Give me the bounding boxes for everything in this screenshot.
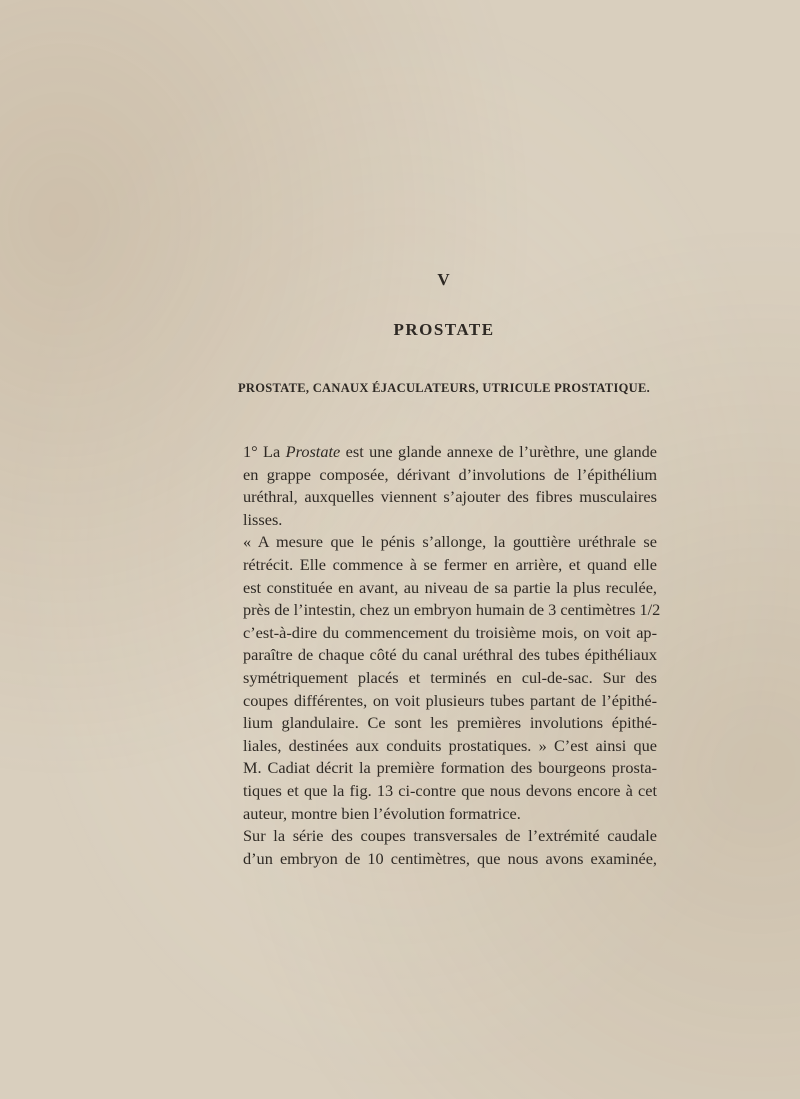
text-line: est constituée en avant, au niveau de sa partie la plus reculée, (243, 577, 657, 597)
text-line: lisses. (243, 509, 283, 529)
text-line: en grappe composée, dérivant d’involutions de l’épithélium (243, 464, 657, 484)
text-line: lium glandulaire. Ce sont les premières involutions épithé- (243, 713, 657, 733)
text-line: « A mesure que le pénis s’allonge, la gouttière uréthrale se (243, 532, 657, 552)
chapter-title: PROSTATE (393, 320, 495, 339)
text-line: symétriquement placés et terminés en cul-de-sac. Sur des (243, 667, 657, 687)
body-text (229, 441, 661, 870)
text-line: c’est-à-dire du commencement du troisième mois, on voit ap- (243, 622, 657, 642)
paragraph-3 (229, 825, 657, 870)
text-line: liales, destinées aux conduits prostatiques. » C’est ainsi que (243, 735, 657, 755)
text-line: M. Cadiat décrit la première formation des bourgeons prosta- (243, 758, 657, 778)
text-line: tiques et que la fig. 13 ci-contre que nous devons encore à cet (243, 780, 657, 800)
text-line: 1° La Prostate est une glande annexe de l’urèthre, une glande (243, 442, 658, 461)
text-line: auteur, montre bien l’évolution formatrice. (243, 803, 521, 823)
chapter-number: V (437, 270, 451, 289)
text-line: près de l’intestin, chez un embryon humain de 3 centimètres 1/2 (243, 600, 661, 620)
emphasis-prostate: Prostate (285, 442, 341, 461)
text-line: uréthral, auxquelles viennent s’ajouter des fibres musculaires (243, 487, 657, 507)
text-line: paraître de chaque côté du canal uréthral des tubes épithéliaux (243, 645, 657, 665)
text-line: d’un embryon de 10 centimètres, que nous avons examinée, (243, 848, 657, 868)
text-line: Sur la série des coupes transversales de l’extrémité caudale (243, 826, 657, 846)
paragraph-2 (229, 531, 661, 825)
text-line: rétrécit. Elle commence à se fermer en arrière, et quand elle (243, 554, 657, 574)
chapter-subtitle: PROSTATE, CANAUX ÉJACULATEURS, UTRICULE PROSTATIQUE. (237, 381, 651, 395)
paragraph-1 (229, 441, 657, 531)
text-line: coupes différentes, on voit plusieurs tubes partant de l’épithé- (243, 690, 657, 710)
